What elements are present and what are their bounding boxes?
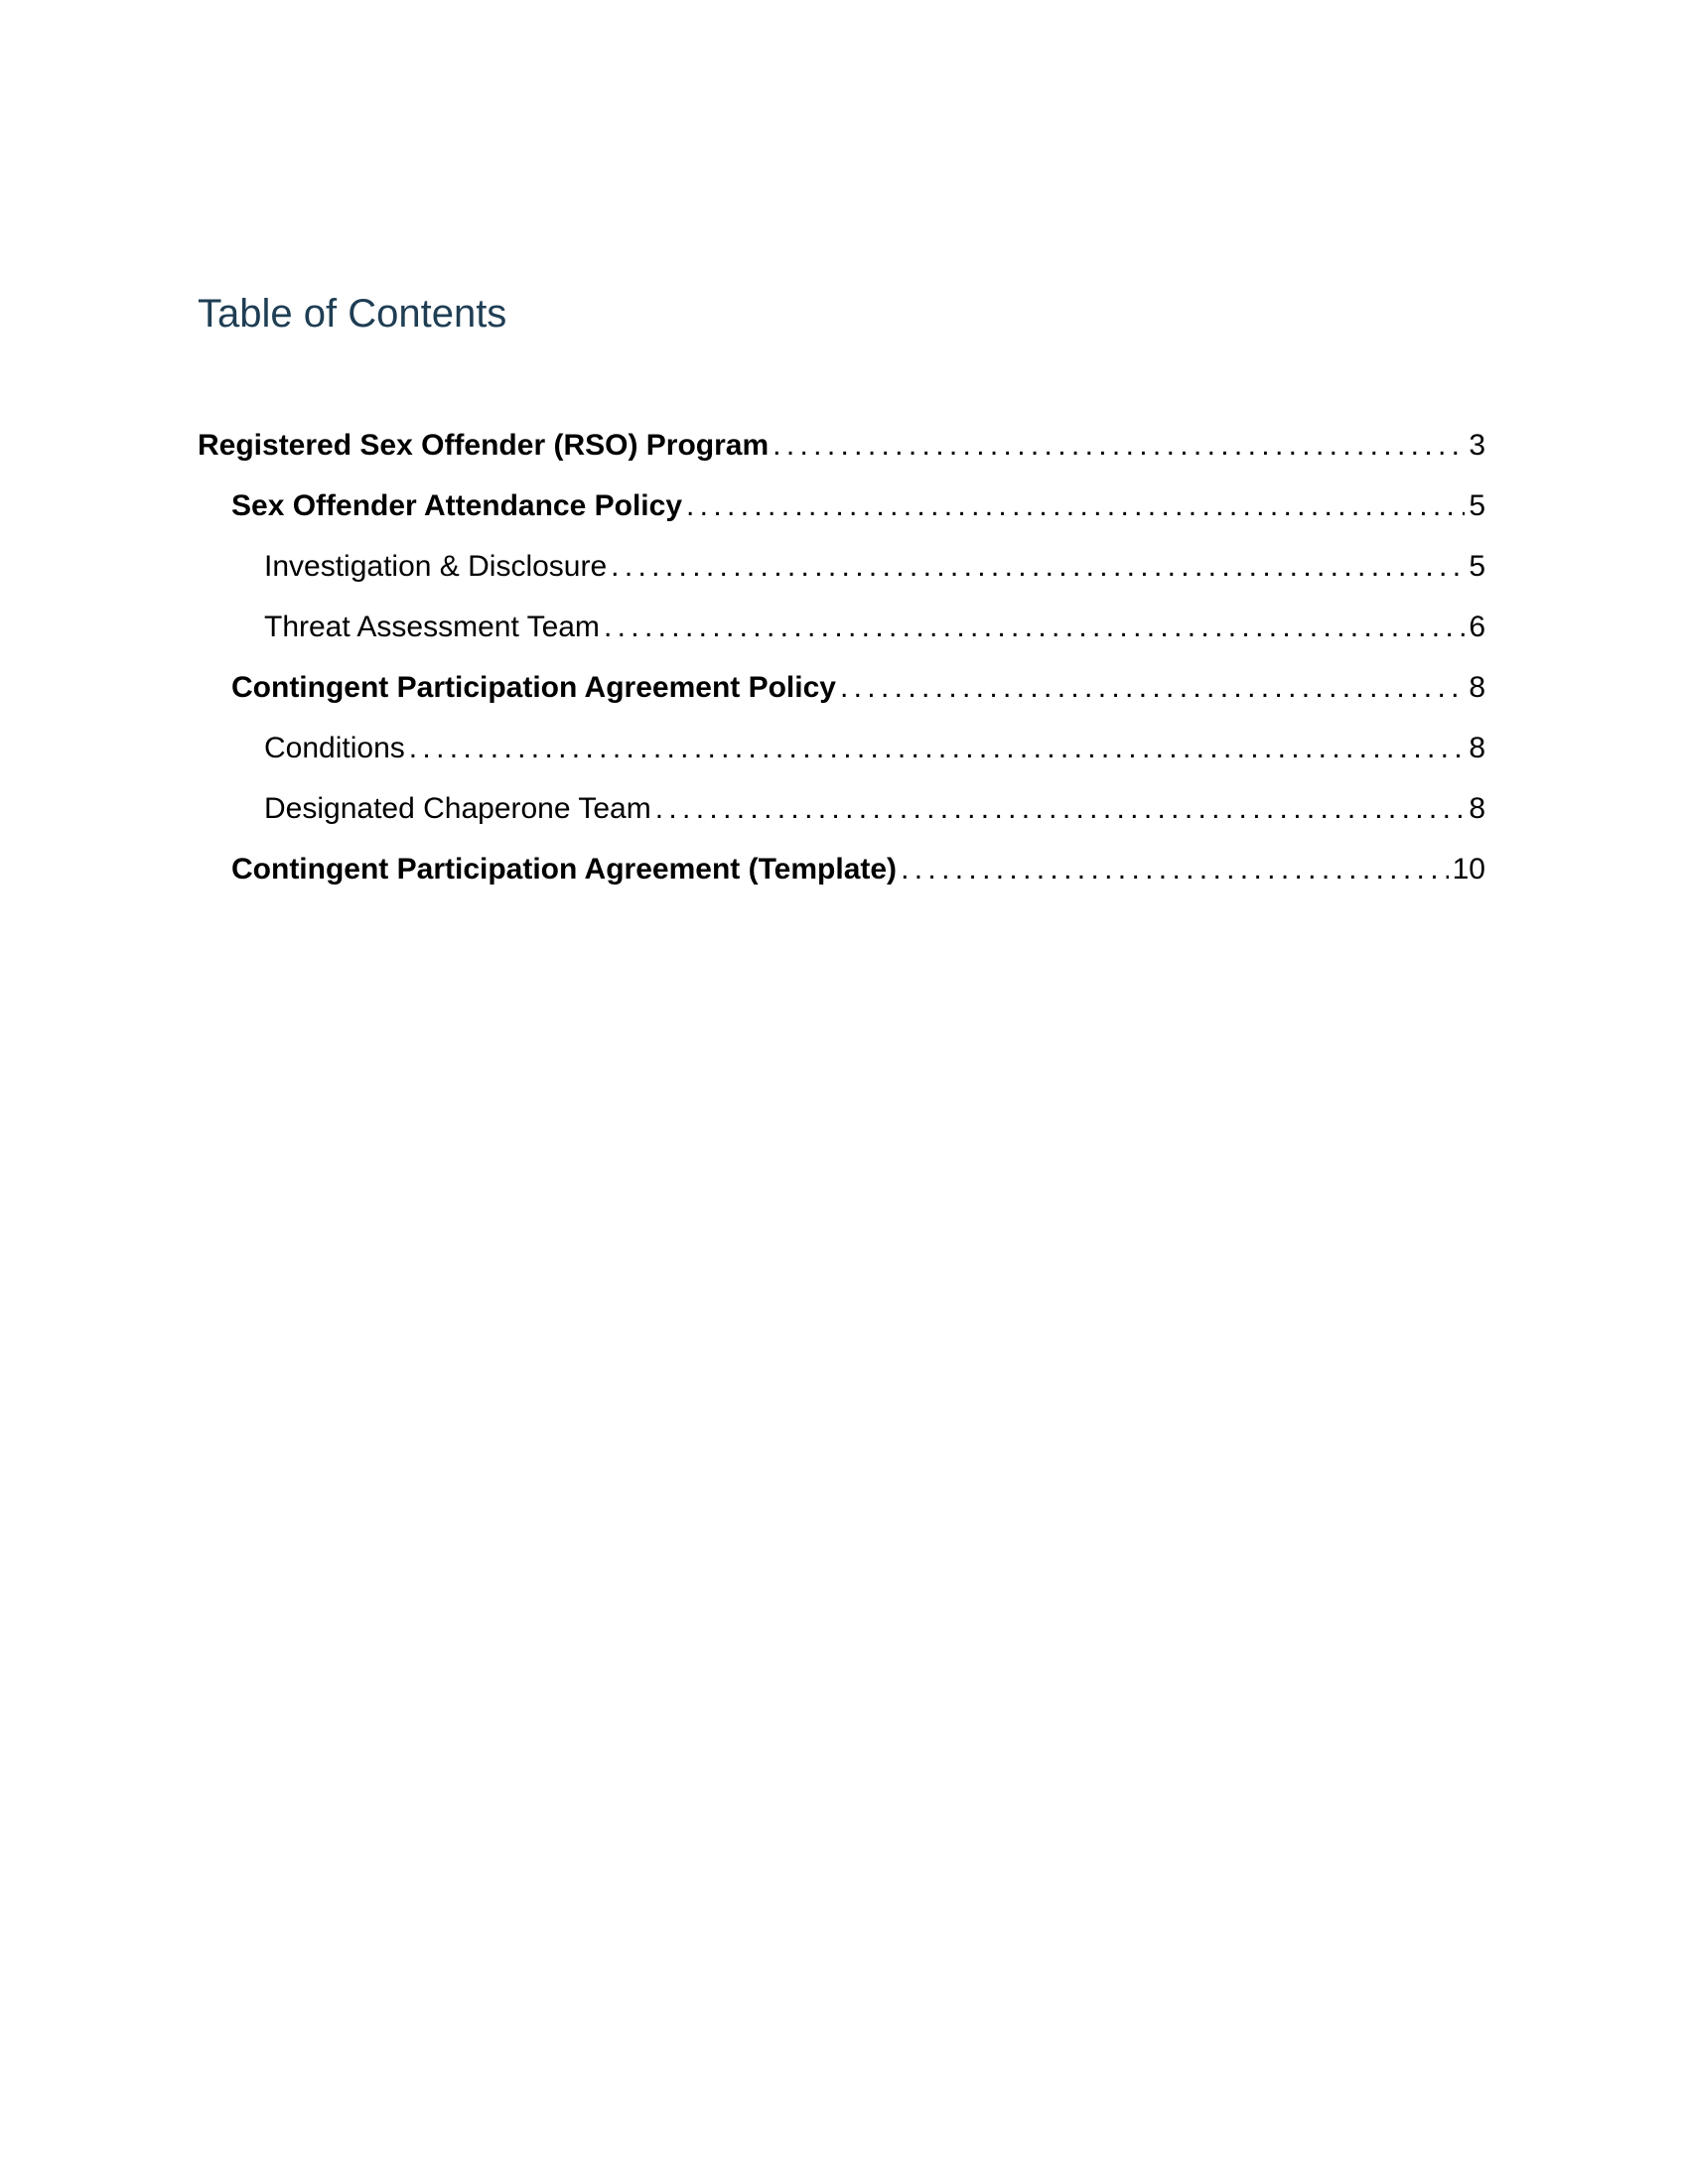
toc-entry-page-number: 8	[1469, 671, 1485, 704]
toc-entry-label: Conditions	[264, 732, 405, 764]
toc-entry-page-number: 10	[1452, 853, 1485, 886]
toc-entry-label: Registered Sex Offender (RSO) Program	[198, 429, 770, 462]
toc-dot-leader	[773, 415, 1465, 476]
toc-dot-leader	[611, 536, 1465, 597]
toc-entry-label: Investigation & Disclosure	[264, 550, 608, 583]
toc-entry-cpa-template[interactable]	[198, 839, 1485, 899]
toc-entry-cpa-policy[interactable]	[198, 657, 1485, 718]
toc-entry-label: Sex Offender Attendance Policy	[231, 489, 683, 522]
toc-dot-leader	[901, 839, 1449, 899]
toc-entry-label: Designated Chaperone Team	[264, 792, 651, 825]
toc-entry-threat-assessment-team[interactable]	[198, 597, 1485, 657]
toc-heading: Table of Contents	[198, 292, 507, 336]
toc-dot-leader	[655, 778, 1466, 839]
toc-entry-label: Contingent Participation Agreement (Template)	[231, 853, 898, 886]
toc-entry-rso-program[interactable]	[198, 415, 1485, 476]
toc-entry-page-number: 8	[1469, 792, 1485, 825]
toc-entry-investigation-disclosure[interactable]	[198, 536, 1485, 597]
toc-dot-leader	[840, 657, 1465, 718]
toc-entry-page-number: 8	[1469, 732, 1485, 764]
toc-entry-conditions[interactable]	[198, 718, 1485, 778]
toc-list	[198, 415, 1485, 899]
toc-entry-label: Contingent Participation Agreement Policy	[231, 671, 836, 704]
toc-entry-page-number: 6	[1469, 611, 1485, 643]
toc-dot-leader	[604, 597, 1465, 657]
toc-dot-leader	[686, 476, 1465, 536]
toc-dot-leader	[409, 718, 1466, 778]
toc-entry-label: Threat Assessment Team	[264, 611, 600, 643]
toc-entry-page-number: 5	[1469, 489, 1485, 522]
toc-entry-page-number: 3	[1469, 429, 1485, 462]
toc-entry-designated-chaperone-team[interactable]	[198, 778, 1485, 839]
toc-entry-page-number: 5	[1469, 550, 1485, 583]
toc-entry-attendance-policy[interactable]	[198, 476, 1485, 536]
